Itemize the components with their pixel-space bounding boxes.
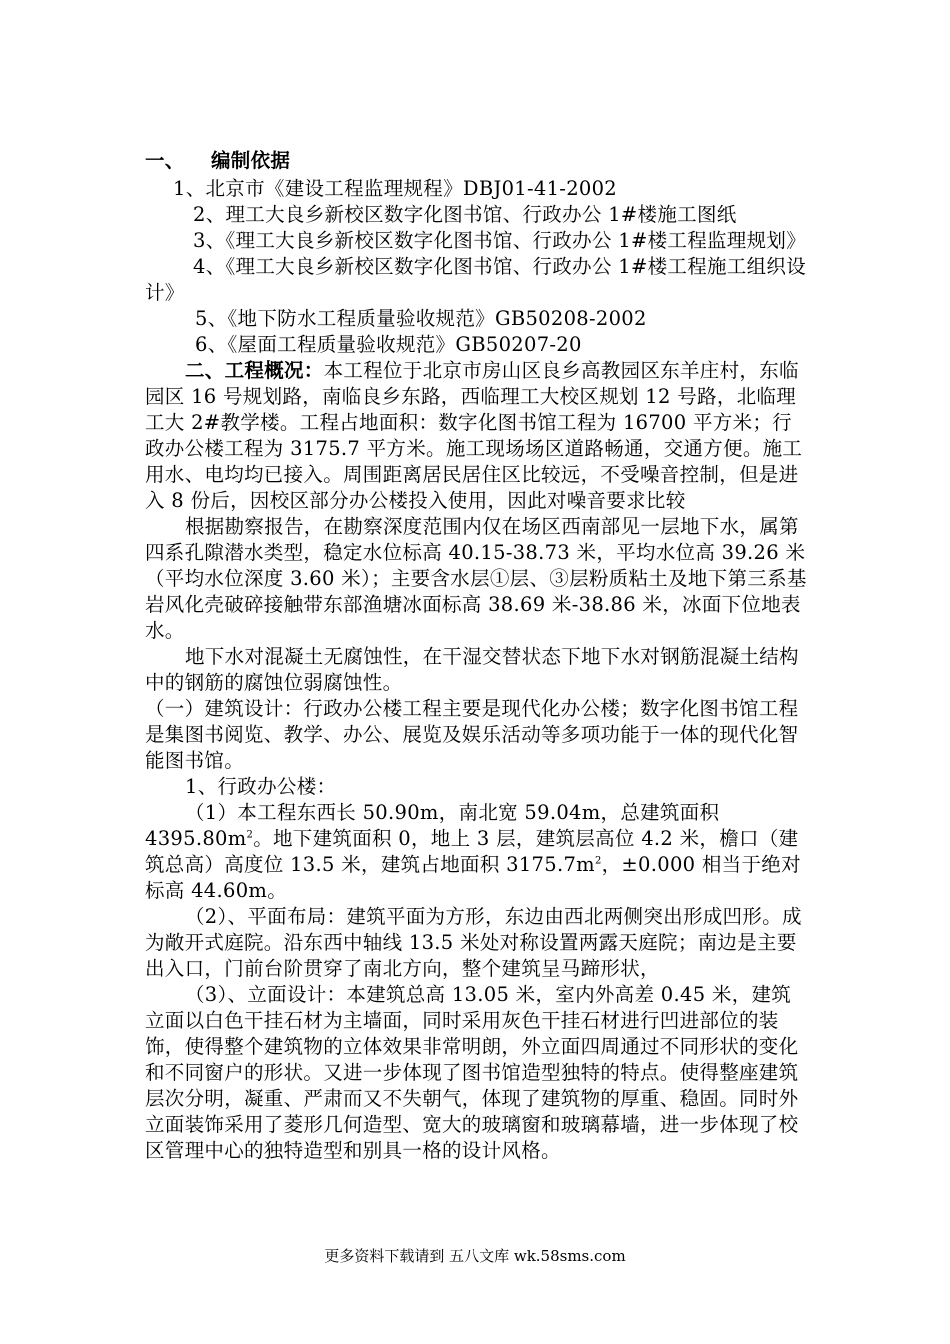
overview-label: 二、工程概况：: [185, 359, 324, 382]
corrosion-paragraph: 地下水对混凝土无腐蚀性，在干湿交替状态下地下水对钢筋混凝土结构中的钢筋的腐蚀位弱腐蚀性。: [145, 645, 799, 694]
footer-note: 更多资料下载请到 五八文库 wk.58sms.com: [324, 1247, 626, 1265]
reference-item: 3、《理工大良乡新校区数字化图书馆、行政办公 1#楼工程监理规划》: [193, 229, 807, 252]
item-1-text-b: 。地下建筑面积 0，地上 3 层，建筑层高位 4.2 米，檐口（建筑总高）高度位 13.5 米，建筑占地面积 3175.7m: [145, 827, 799, 876]
item-3-paragraph: （3）、立面设计：本建筑总高 13.05 米，室内外高差 0.45 米，建筑立面以白色干挂石材为主墙面，同时采用灰色干挂石材进行凹进部位的装饰，使得整个建筑物的立体效果非常明朗，外立面四周通过不同形状的变化和不同窗户的形状。又进一步体现了图书馆造型独特的特点。使得整座建筑层次分明，凝重、严肃而又不失朝气，体现了建筑物的厚重、稳固。同时外立面装饰采用了菱形几何造型、宽大的玻璃窗和玻璃幕墙，进一步体现了校区管理中心的独特造型和别具一格的设计风格。: [145, 983, 799, 1162]
reference-item: 1、北京市《建设工程监理规程》DBJ01-41-2002: [173, 177, 618, 200]
item-1-paragraph: [145, 800, 810, 904]
office-title: 1、行政办公楼：: [185, 775, 337, 798]
superscript: 2: [594, 855, 602, 867]
section-title: 编制依据: [211, 149, 291, 172]
document-body: [145, 148, 810, 1164]
item-1-text-c: ，±0.000 相当于绝对标高 44.60m。: [145, 853, 801, 902]
reference-item: 4、《理工大良乡新校区数字化图书馆、行政办公 1#楼工程施工组织设计》: [145, 255, 807, 304]
section-heading: [145, 148, 810, 174]
item-1-text-a: （1）本工程东西长 50.90m，南北宽 59.04m，总建筑面积 4395.80m: [145, 801, 720, 850]
overview-text: 本工程位于北京市房山区良乡高教园区东羊庄村，东临园区 16 号规划路，南临良乡东路，西临理工大校区规划 12 号路，北临理工大 2#教学楼。工程占地面积：数字化图书馆工程为 16700 平方米；行政办公楼工程为 3175.7 平方米。施工现场场区道路畅通，交通方便。施工用水、电均均已接入。周围距离居民居住区比较远，不受噪音控制，但是进入 8 份后，因校区部分办公楼投入使用，因此对噪音要求比较: [145, 359, 803, 512]
reference-item: 5、《地下防水工程质量验收规范》GB50208-2002: [195, 307, 647, 330]
reference-item: 6、《屋面工程质量验收规范》GB50207-20: [195, 333, 582, 356]
section-number: 一、: [145, 149, 185, 172]
survey-paragraph: 根据勘察报告，在勘察深度范围内仅在场区西南部见一层地下水，属第四系孔隙潜水类型，稳定水位标高 40.15-38.73 米，平均水位高 39.26 米（平均水位深度 3.60 米）；主要含水层①层、③层粉质粘土及地下第三系基岩风化壳破碎接触带东部渔塘冰面标高 38.69 米-38.86 米，冰面下位地表水。: [145, 515, 807, 642]
reference-item: 2、理工大良乡新校区数字化图书馆、行政办公 1#楼施工图纸: [193, 203, 737, 226]
design-paragraph: （一）建筑设计：行政办公楼工程主要是现代化办公楼；数字化图书馆工程是集图书阅览、教学、办公、展览及娱乐活动等多项功能于一体的现代化智能图书馆。: [145, 697, 799, 772]
overview-paragraph: [145, 358, 810, 514]
superscript: 2: [246, 829, 254, 841]
item-2-paragraph: （2）、平面布局：建筑平面为方形，东边由西北两侧突出形成凹形。成为敞开式庭院。沿东西中轴线 13.5 米处对称设置两露天庭院；南边是主要出入口，门前台阶贯穿了南北方向，整个建筑呈马蹄形状，: [145, 905, 802, 980]
